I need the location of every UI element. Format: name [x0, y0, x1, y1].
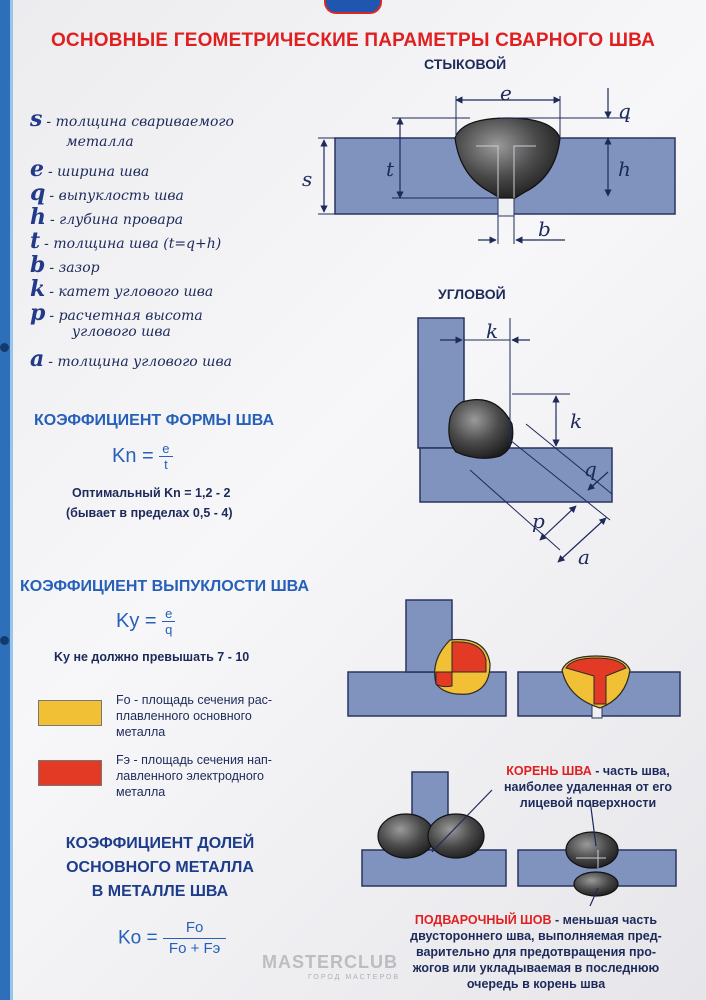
- butt-weld-title: СТЫКОВОЙ: [424, 56, 507, 72]
- form-coef-title: КОЭФФИЦИЕНТ ФОРМЫ ШВА: [34, 412, 275, 429]
- form-coef-formula: Kn = $\frac{e}{t}$: [112, 441, 173, 472]
- legend-item-k: k - катет углового шва: [30, 276, 214, 302]
- label-b: b: [538, 217, 551, 241]
- legend-item-t: t - толщина шва (t=q+h): [30, 228, 222, 254]
- form-coef-optimal: Оптимальный Kn = 1,2 - 2: [72, 486, 231, 500]
- legend-item-s-cont: металла: [66, 134, 134, 150]
- label-t: t: [386, 157, 395, 181]
- fo-fe-butt-section: [518, 656, 680, 718]
- convex-coef-limit: Ky не должно превышать 7 - 10: [54, 650, 250, 664]
- label-k: k: [486, 319, 499, 343]
- backing-description: ПОДВАРОЧНЫЙ ШОВ - меньшая часть двустороннего шва, выполняемая пред- варительно для предотвращения про- жогов или укладываемая в последнюю очередь в корень шва: [410, 913, 662, 991]
- page-title: ОСНОВНЫЕ ГЕОМЕТРИЧЕСКИЕ ПАРАМЕТРЫ СВАРНОГО ШВА: [50, 30, 656, 51]
- legend-item-a: a - толщина углового шва: [30, 346, 232, 372]
- label-s: s: [302, 167, 313, 191]
- fillet-weld-bead: [449, 400, 513, 459]
- legend-item-b: b - зазор: [30, 252, 100, 278]
- butt-weld-diagram: [302, 81, 675, 244]
- backing-weld-section: [518, 800, 676, 906]
- label-p: p: [532, 509, 545, 533]
- form-coef-range: (бывает в пределах 0,5 - 4): [66, 506, 233, 520]
- label-h: h: [618, 157, 631, 181]
- legend-item-e: e - ширина шва: [30, 156, 150, 182]
- legend-item-s: s - толщина свариваемого: [30, 106, 234, 132]
- convex-coef-title: КОЭФФИЦИЕНТ ВЫПУКЛОСТИ ШВА: [20, 578, 309, 595]
- legend-item-h: h - глубина провара: [30, 204, 184, 230]
- share-coef-title: КОЭФФИЦИЕНТ ДОЛЕЙ ОСНОВНОГО МЕТАЛЛА В МЕТАЛЛЕ ШВА: [65, 835, 255, 900]
- watermark-logo: MASTERCLUB: [262, 952, 398, 972]
- root-description: КОРЕНЬ ШВА - часть шва, наиболее удаленная от его лицевой поверхности: [503, 764, 672, 810]
- legend-item-p-cont: углового шва: [72, 324, 171, 340]
- fillet-weld-title: УГЛОВОЙ: [438, 286, 506, 302]
- label-q2: q: [584, 457, 597, 481]
- fillet-weld-diagram: [418, 318, 612, 569]
- fo-fe-fillet-section: [348, 600, 506, 716]
- label-k2: k: [570, 409, 583, 433]
- label-e: e: [500, 81, 512, 105]
- butt-gap: [498, 196, 514, 216]
- legend-item-q: q - выпуклость шва: [30, 180, 184, 206]
- share-coef-formula: Ko = $\frac{Fo}{Fo + Fэ}$: [118, 918, 226, 959]
- label-q: q: [618, 99, 631, 123]
- fo-description: Fo - площадь сечения рас- плавленного основного металла: [116, 693, 273, 739]
- fe-description: Fэ - площадь сечения нап- лавленного электродного металла: [116, 753, 272, 799]
- convex-coef-formula: Ky = $\frac{e}{q}$: [116, 606, 175, 637]
- label-a: a: [578, 545, 590, 569]
- legend-item-p: p - расчетная высота: [30, 300, 203, 326]
- watermark-subtitle: ГОРОД МАСТЕРОВ: [308, 974, 401, 981]
